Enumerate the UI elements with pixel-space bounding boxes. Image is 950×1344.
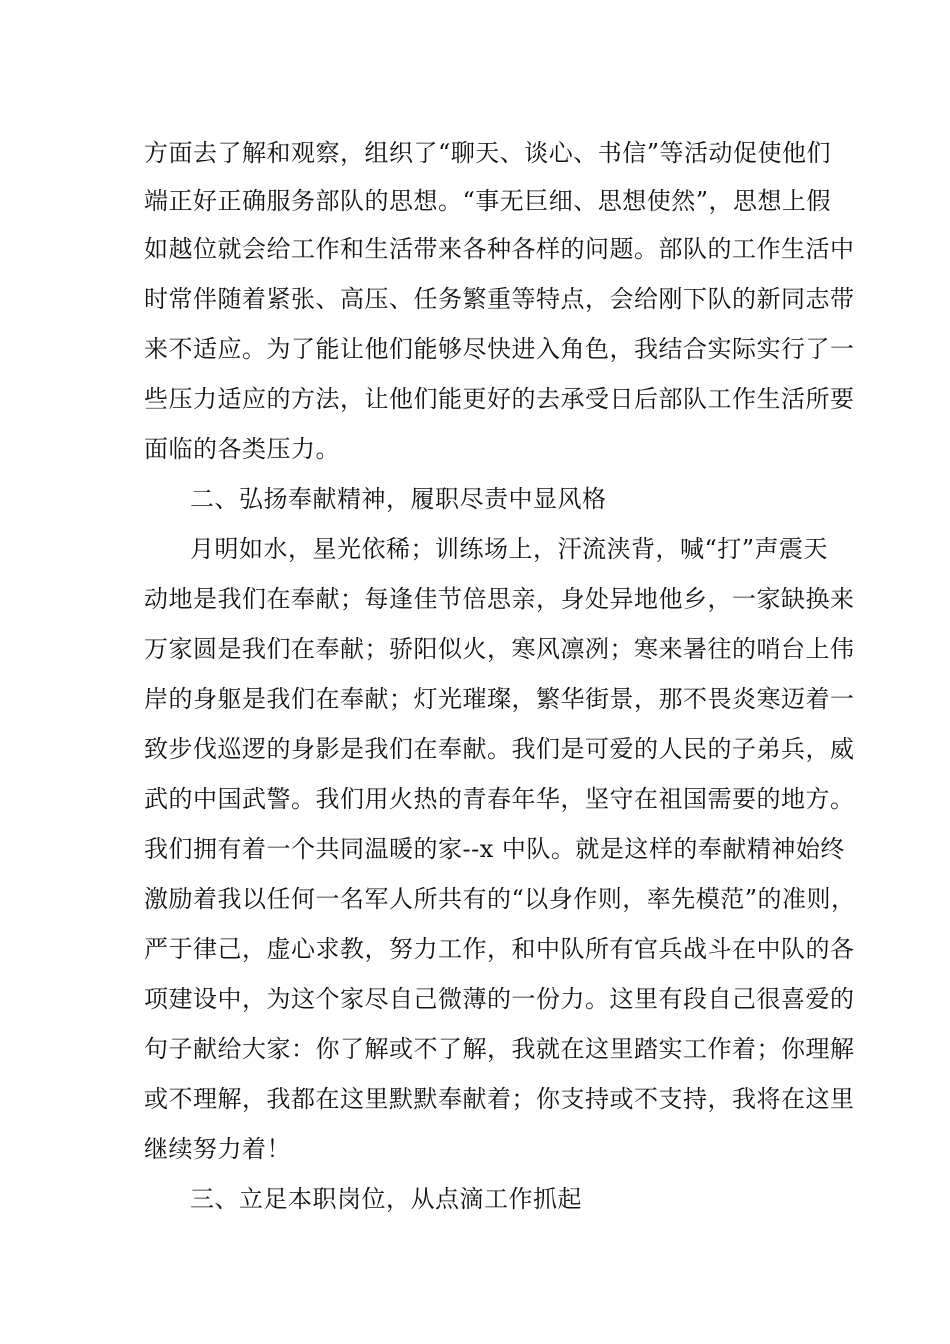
paragraph-line: 动地是我们在奉献；每逢佳节倍思亲，身处异地他乡，一家缺换来	[144, 585, 855, 613]
paragraph-line: 句子献给大家：你了解或不了解，我就在这里踏实工作着；你理解	[144, 1035, 855, 1063]
paragraph-line: 如越位就会给工作和生活带来各种各样的问题。部队的工作生活中	[144, 235, 855, 263]
paragraph-line: 继续努力着！	[144, 1135, 291, 1163]
paragraph-line: 方面去了解和观察，组织了“聊天、谈心、书信”等活动促使他们	[144, 139, 832, 167]
paragraph-line: 严于律己，虚心求教，努力工作，和中队所有官兵战斗在中队的各	[144, 935, 855, 963]
section-heading: 二、弘扬奉献精神，履职尽责中显风格	[190, 485, 607, 513]
paragraph-line: 些压力适应的方法，让他们能更好的去承受日后部队工作生活所要	[144, 385, 855, 413]
section-heading: 三、立足本职岗位，从点滴工作抓起	[190, 1185, 582, 1213]
paragraph-line: 时常伴随着紧张、高压、任务繁重等特点，会给刚下队的新同志带	[144, 285, 855, 313]
paragraph-line: 月明如水，星光依稀；训练场上，汗流浃背，喊“打”声震天	[190, 535, 829, 563]
paragraph-line: 武的中国武警。我们用火热的青春年华，坚守在祖国需要的地方。	[144, 785, 855, 813]
paragraph-line: 我们拥有着一个共同温暖的家--x 中队。就是这样的奉献精神始终	[144, 835, 845, 863]
paragraph-line: 激励着我以任何一名军人所共有的“以身作则，率先模范”的准则，	[144, 885, 856, 913]
paragraph-line: 万家圆是我们在奉献；骄阳似火，寒风凛冽；寒来暑往的哨台上伟	[144, 635, 855, 663]
paragraph-line: 岸的身躯是我们在奉献；灯光璀璨，繁华街景，那不畏炎寒迈着一	[144, 685, 855, 713]
paragraph-line: 来不适应。为了能让他们能够尽快进入角色，我结合实际实行了一	[144, 335, 855, 363]
paragraph-line: 或不理解，我都在这里默默奉献着；你支持或不支持，我将在这里	[144, 1085, 855, 1113]
paragraph-line: 项建设中，为这个家尽自己微薄的一份力。这里有段自己很喜爱的	[144, 985, 855, 1013]
paragraph-line: 面临的各类压力。	[144, 435, 340, 463]
paragraph-line: 端正好正确服务部队的思想。“事无巨细、思想使然”，思想上假	[144, 187, 832, 215]
paragraph-line: 致步伐巡逻的身影是我们在奉献。我们是可爱的人民的子弟兵，威	[144, 735, 855, 763]
